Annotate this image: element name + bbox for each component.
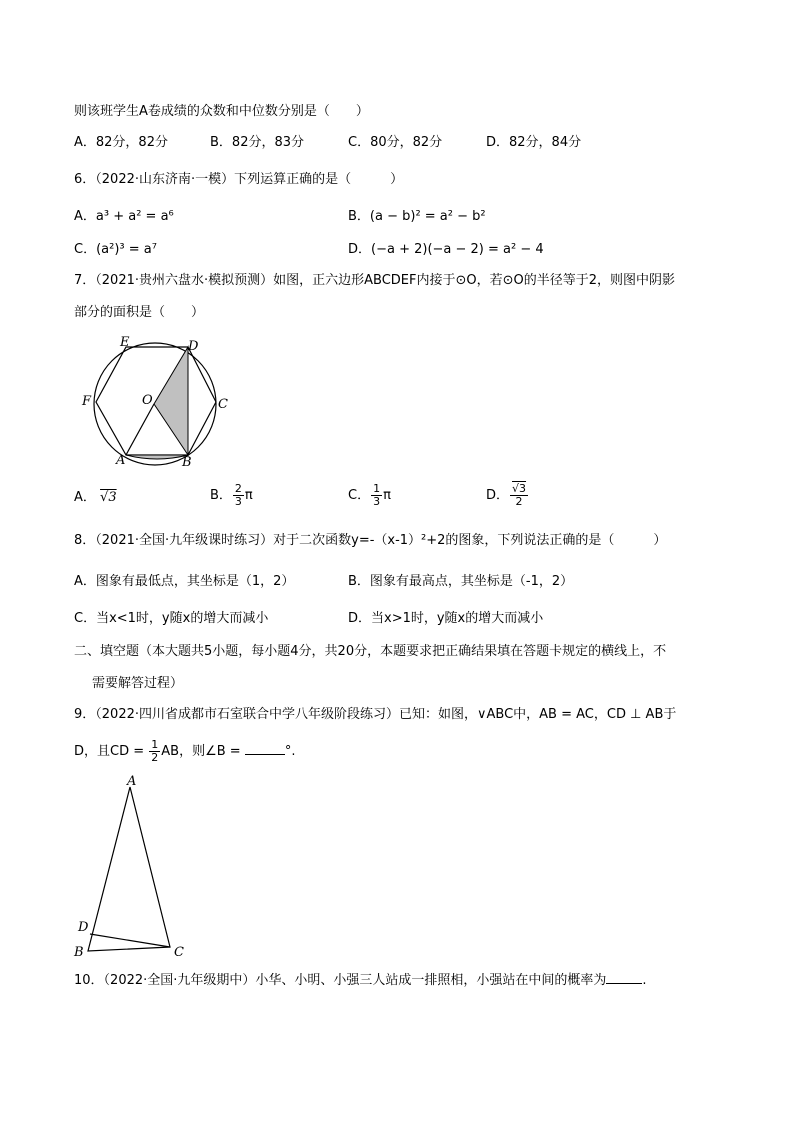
label-e: E: [120, 335, 130, 350]
q8-option-a: A．图象有最低点，其坐标是（1，2）: [74, 574, 295, 589]
label-f: F: [82, 394, 92, 409]
label-d: D: [78, 920, 89, 935]
q9-stem-line2: [74, 739, 295, 764]
q7-option-c-fraction: $\frac{1}{3}$: [373, 482, 381, 508]
q7-option-a-prefix: A．: [74, 490, 96, 505]
q6-option-d: D．(−a + 2)(−a − 2) = a² − 4: [348, 242, 544, 257]
triangle-figure: [70, 775, 200, 960]
q7-option-a-value: √3: [100, 490, 117, 505]
q7-option-a: [74, 489, 117, 507]
q5-option-d: D．82分，84分: [486, 135, 582, 150]
label-o: O: [142, 393, 153, 408]
q10-answer-blank[interactable]: [606, 983, 642, 984]
hexagon-circle-figure: [78, 332, 248, 472]
label-b: B: [74, 945, 84, 960]
q6-stem: 6．（2022·山东济南·一模）下列运算正确的是（ ）: [74, 172, 404, 187]
q7-stem-line1: 7．（2021·贵州六盘水·模拟预测）如图，正六边形ABCDEF内接于⊙O，若⊙O的半径等于2，则图中阴影: [74, 273, 676, 288]
q10-stem: [74, 972, 647, 990]
q7-option-c-prefix: C．: [348, 488, 371, 503]
shaded-segment: [126, 455, 188, 459]
triangle-abc: [88, 787, 170, 951]
q5-option-a: A．82分，82分: [74, 135, 168, 150]
label-c: C: [218, 397, 228, 412]
q5-option-b: B．82分，83分: [210, 135, 305, 150]
q8-option-d: D．当x>1时，y随x的增大而减小: [348, 611, 544, 626]
q6-option-a: A．a³ + a² = a⁶: [74, 209, 174, 224]
q7-option-b-fraction: $\frac{2}{3}$: [234, 482, 242, 508]
label-c: C: [174, 945, 184, 960]
q7-option-c: [348, 483, 391, 508]
segment-oa: [126, 404, 154, 455]
q9-answer-blank[interactable]: [245, 754, 285, 755]
segment-cd: [90, 934, 170, 947]
q8-option-b: B．图象有最高点，其坐标是（-1，2）: [348, 574, 574, 589]
q7-option-d: [486, 483, 529, 508]
label-d: D: [188, 339, 199, 354]
q6-option-b: B．(a − b)² = a² − b²: [348, 209, 486, 224]
q9-stem-line1: 9．（2022·四川省成都市石室联合中学八年级阶段练习）已知：如图，∨ABC中，AB = AC，CD ⊥ AB于: [74, 707, 677, 722]
q7-option-b: [210, 483, 253, 508]
q5-stem: 则该班学生A卷成绩的众数和中位数分别是（ ）: [74, 104, 369, 119]
q7-stem-line2: 部分的面积是（ ）: [74, 305, 205, 320]
q10-stem-text: 10．（2022·全国·九年级期中）小华、小明、小强三人站成一排照相，小强站在中间的概率为: [74, 973, 607, 988]
q9-stem-post: AB，则∠B =: [161, 744, 245, 759]
label-a: A: [127, 775, 137, 789]
q5-option-c: C．80分，82分: [348, 135, 443, 150]
shaded-triangle: [154, 347, 188, 455]
q7-option-b-pi: π: [244, 488, 253, 503]
q7-option-c-pi: π: [383, 488, 391, 503]
q9-fraction: $\frac{1}{2}$: [151, 738, 159, 764]
section-2-heading: 二、填空题（本大题共5小题，每小题4分，共20分，本题要求把正确结果填在答题卡规定的横线上，不: [74, 644, 667, 659]
q7-option-b-prefix: B．: [210, 488, 232, 503]
q10-stem-end: .: [642, 973, 647, 988]
q7-option-d-fraction: $\frac{√3}{2}$: [512, 482, 527, 508]
q8-option-c: C．当x<1时，y随x的增大而减小: [74, 611, 269, 626]
q8-stem: 8．（2021·全国·九年级课时练习）对于二次函数y=-（x-1）²+2的图象，下列说法正确的是（ ）: [74, 533, 667, 548]
q9-stem-end: °.: [284, 744, 296, 759]
label-a: A: [116, 453, 126, 468]
q6-option-c: C．(a²)³ = a⁷: [74, 242, 157, 257]
q7-option-d-prefix: D．: [486, 488, 510, 503]
q9-stem-pre: D，且CD =: [74, 744, 149, 759]
section-2-heading-cont: 需要解答过程）: [92, 676, 184, 691]
label-b: B: [182, 455, 192, 470]
